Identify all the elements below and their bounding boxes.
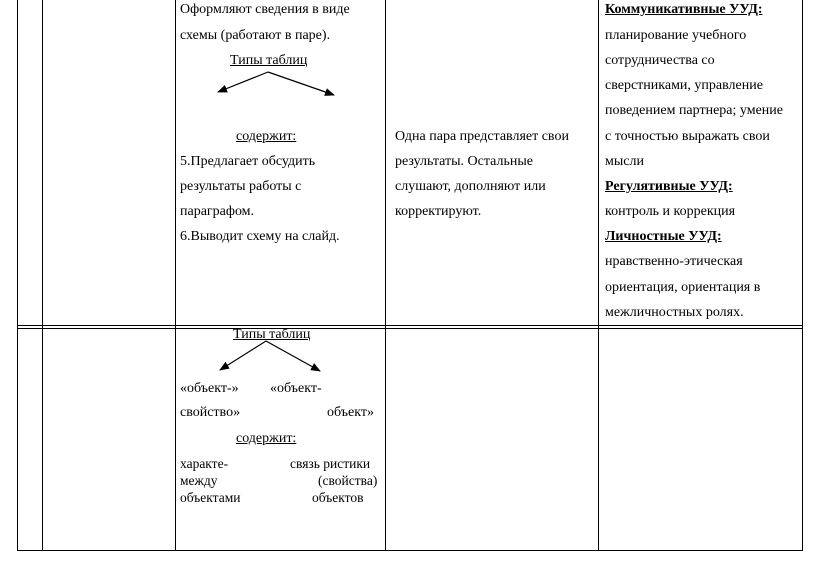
col5-text-line: планирование учебного [605,28,747,43]
col4-text-line: слушают, дополняют или [395,179,546,194]
diagram-leaf-label: связь ристики [290,456,371,471]
col4-text-line: корректируют. [395,204,482,219]
col5-text-line: поведением партнера; умение [605,103,783,118]
diagram-leaf-label: объектами [180,490,241,505]
col3-text-line: Оформляют сведения в виде [180,2,350,17]
diagram-leaf-label: характе- [180,456,229,471]
col5-text-line: ориентация, ориентация в [605,280,761,295]
col5-text-line: нравственно-этическая [605,254,743,269]
diagram-leaf-label: (свойства) [318,473,378,488]
col5-text-line: межличностных ролях. [605,305,744,320]
diagram-node-label: объект» [327,405,374,420]
diagram-node-label: «объект- [270,381,322,396]
diagram-node-label: «объект-» [180,381,239,396]
col5-text-line: сотрудничества со [605,53,715,68]
diagram-leaf-label: объектов [312,490,364,505]
contains-label: содержит: [236,431,297,446]
col5-text-line: контроль и коррекция [605,204,736,219]
regulative-heading: Регулятивные УУД: [605,179,733,194]
col3-text-line: параграфом. [180,204,255,219]
col3-text-line: результаты работы с [180,179,302,194]
col3-text-line: 5.Предлагает обсудить [180,154,316,169]
diagram-leaf-label: между [180,473,218,488]
col4-text-line: Одна пара представляет свои [395,129,569,144]
diagram-title: Типы таблиц [233,327,311,342]
personal-heading: Личностные УУД: [605,229,722,244]
diagram-title: Типы таблиц [230,53,308,68]
col5-text-line: мысли [605,154,644,169]
col3-text-line: 6.Выводит схему на слайд. [180,229,340,244]
col3-text-line: схемы (работают в паре). [180,28,331,43]
communicative-heading: Коммуникативные УУД: [605,2,763,17]
diagram-node-label: свойство» [180,405,241,420]
col5-text-line: сверстниками, управление [605,78,763,93]
col5-text-line: с точностью выражать свои [605,129,770,144]
col4-text-line: результаты. Остальные [395,154,533,169]
contains-label: содержит: [236,129,297,144]
